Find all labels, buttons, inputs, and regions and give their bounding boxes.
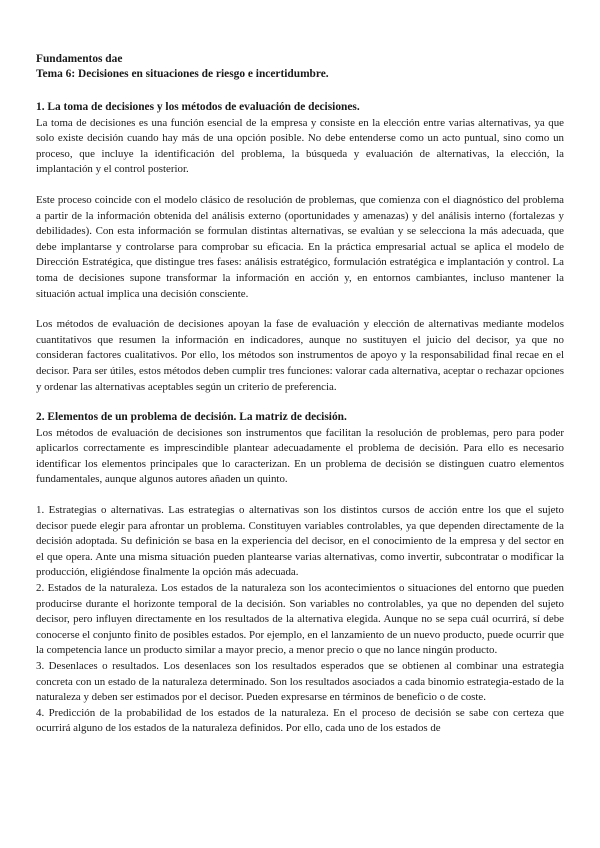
course-title: Fundamentos dae [36,53,123,65]
section-1-paragraph-2: Este proceso coincide con el modelo clásico de resolución de problemas, que comienza con el diagnóstico del problema a partir de la información obtenida del análisis externo (oportunidades y amenazas) y del análisis interno (fortalezas y debilidades). Con esta información se formulan distintas alternativas, se evalúan y se selecciona la más adecuada, que debe implantarse y controlarse para comprobar su eficacia. En la práctica empresarial actual se aplica el modelo de Dirección Estratégica, que distingue tres fases: análisis estratégico, formulación estratégica e implantación y control. La toma de decisiones supone transformar la información en acción y, en entornos cambiantes, incluso mantener la situación actual implica una decisión consciente. [36,193,564,300]
section-2-heading: 2. Elementos de un problema de decisión. La matriz de decisión. [36,411,347,424]
section-1-paragraph-1: La toma de decisiones es una función esencial de la empresa y consiste en la elección entre varias alternativas, ya que solo existe decisión cuando hay más de una opción posible. No debe entenderse como un acto puntual, sino como un proceso, que incluye la identificación del problema, la búsqueda y evaluación de alternativas, la elección, la implantación y el control posterior. [36,116,564,176]
section-1-heading: 1. La toma de decisiones y los métodos de evaluación de decisiones. [36,101,360,113]
list-item-strategies: 1. Estrategias o alternativas. Las estrategias o alternativas son los distintos cursos de acción entre los que el sujeto decisor puede elegir para afrontar un problema. Constituyen variables controlables, ya que dependen directamente de la decisión adoptada. Su definición se basa en la experiencia del decisor, en el conocimiento de la empresa y del sector en el que opera. Ante una misma situación pueden plantearse varias alternativas, como invertir, subcontratar o modificar la producción, eligiéndose finalmente la opción más adecuada. [36,504,564,579]
topic-title: Tema 6: Decisiones en situaciones de riesgo e incertidumbre. [36,68,329,80]
list-item-states-of-nature: 2. Estados de la naturaleza. Los estados de la naturaleza son los acontecimientos o situaciones del entorno que pueden producirse durante el horizonte temporal de la decisión. Son variables no controlables, ya que no dependen del sujeto decisor, pero influyen directamente en los resultados de la alternativa elegida. Aunque no se sepa cuál ocurrirá, sí debe conocerse el conjunto finito de posibles estados. Por ejemplo, en el lanzamiento de un nuevo producto, puede ocurrir que la competencia lance un producto similar a mayor precio, a menor precio o que no lance ningún producto. [36,582,564,657]
section-1-paragraph-3: Los métodos de evaluación de decisiones apoyan la fase de evaluación y elección de alternativas mediante modelos cuantitativos que resumen la información en indicadores, aunque no sustituyen el juicio del decisor, ya que no consideran factores cualitativos. Por ello, los métodos son instrumentos de apoyo y la responsabilidad final recae en el decisor. Para ser útiles, estos métodos deben cumplir tres funciones: valorar cada alternativa, aceptar o rechazar opciones y ordenar las alternativas aceptables según un criterio de preferencia. [36,318,564,393]
document-header [36,52,564,82]
section-2-paragraph-1: Los métodos de evaluación de decisiones son instrumentos que facilitan la resolución de problemas, pero para poder aplicarlos correctamente es imprescindible plantear adecuadamente el problema de decisión. Para ello es necesario identificar los elementos principales que lo caracterizan. En un problema de decisión se distinguen cuatro elementos fundamentales, aunque algunos autores añaden un quinto. [36,426,564,486]
list-item-outcomes: 3. Desenlaces o resultados. Los desenlaces son los resultados esperados que se obtienen al combinar una estrategia concreta con un estado de la naturaleza determinado. Son los resultados asociados a cada binomio estrategia-estado de la naturaleza y deben ser estimados por el decisor. Pueden expresarse en términos de beneficio o de coste. [36,660,564,704]
list-item-probability: 4. Predicción de la probabilidad de los estados de la naturaleza. En el proceso de decisión se sabe con certeza que ocurrirá alguno de los estados de la naturaleza definidos. Por ello, cada uno de los estados de [36,706,564,735]
